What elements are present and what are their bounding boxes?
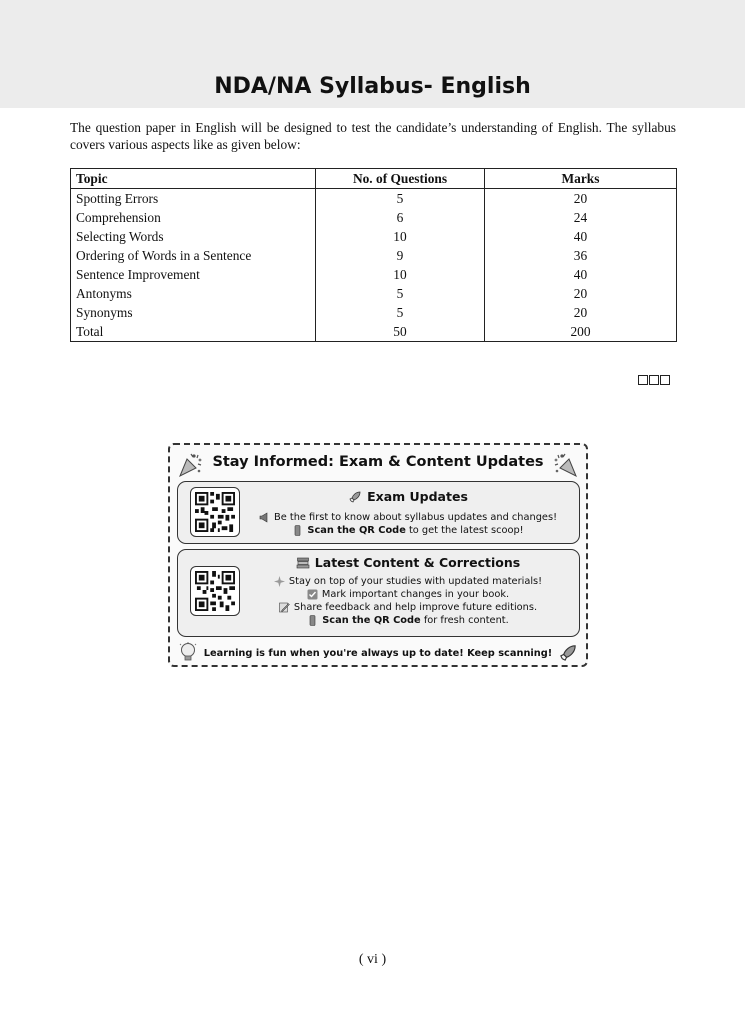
exam-scan-qr-label: Scan the QR Code [307, 525, 406, 536]
latest-content-card [177, 549, 580, 637]
topic-cell: Sentence Improvement [71, 265, 316, 284]
content-scan-qr-label: Scan the QR Code [322, 615, 421, 626]
latest-content-qr-code[interactable] [190, 566, 240, 616]
updates-promo-box [168, 443, 588, 667]
questions-cell: 5 [316, 189, 485, 209]
questions-cell: 50 [316, 322, 485, 342]
checkbox-icon [307, 589, 318, 600]
pencil-icon [279, 602, 290, 613]
exam-updates-line-1: Be the first to know about syllabus updates and changes! [273, 512, 557, 523]
phone-icon [307, 615, 318, 626]
latest-content-line-1: Stay on top of your studies with updated materials! [288, 576, 543, 587]
rocket-icon [558, 643, 578, 663]
qr-code-icon [195, 492, 235, 532]
latest-content-line-2: Mark important changes in your book. [321, 589, 510, 600]
questions-cell: 5 [316, 284, 485, 303]
content-scan-qr-text: for fresh content. [423, 615, 509, 626]
questions-cell: 5 [316, 303, 485, 322]
questions-cell: 9 [316, 246, 485, 265]
column-header-topic: Topic [71, 169, 316, 189]
table-row [71, 208, 677, 227]
topic-cell: Comprehension [71, 208, 316, 227]
table-row [71, 303, 677, 322]
questions-cell: 10 [316, 265, 485, 284]
exam-updates-heading: Exam Updates [367, 489, 468, 504]
table-row [71, 284, 677, 303]
intro-paragraph: The question paper in English will be designed to test the candidate’s understanding of English. The syllabus covers various aspects like as given below: [70, 120, 676, 152]
exam-scan-qr-text: to get the latest scoop! [408, 525, 524, 536]
rocket-icon [348, 490, 362, 504]
latest-content-line-3: Share feedback and help improve future editions. [293, 602, 538, 613]
marks-cell: 200 [485, 322, 677, 342]
questions-cell: 6 [316, 208, 485, 227]
table-row [71, 246, 677, 265]
marks-cell: 36 [485, 246, 677, 265]
sparkle-icon [274, 576, 285, 587]
topic-cell: Selecting Words [71, 227, 316, 246]
topic-cell: Spotting Errors [71, 189, 316, 209]
party-popper-icon [552, 451, 580, 479]
latest-content-heading: Latest Content & Corrections [314, 555, 521, 570]
table-row-total [71, 322, 677, 342]
books-icon [296, 556, 310, 570]
promo-title: Stay Informed: Exam & Content Updates [212, 454, 544, 470]
exam-updates-qr-code[interactable] [190, 487, 240, 537]
topic-cell: Total [71, 322, 316, 342]
marks-cell: 24 [485, 208, 677, 227]
page-number: ( vi ) [358, 952, 387, 967]
marks-cell: 20 [485, 303, 677, 322]
end-marks-icon [638, 375, 670, 385]
marks-cell: 20 [485, 284, 677, 303]
column-header-marks: Marks [485, 169, 677, 189]
page-title: NDA/NA Syllabus- English [214, 74, 531, 99]
table-row [71, 227, 677, 246]
questions-cell: 10 [316, 227, 485, 246]
topic-cell: Ordering of Words in a Sentence [71, 246, 316, 265]
topic-cell: Antonyms [71, 284, 316, 303]
phone-icon [292, 525, 303, 536]
megaphone-icon [259, 512, 270, 523]
marks-cell: 40 [485, 265, 677, 284]
syllabus-table [70, 168, 677, 342]
qr-code-icon [195, 571, 235, 611]
marks-cell: 20 [485, 189, 677, 209]
column-header-questions: No. of Questions [316, 169, 485, 189]
exam-updates-card [177, 481, 580, 544]
table-row [71, 189, 677, 209]
table-header-row [71, 169, 677, 189]
marks-cell: 40 [485, 227, 677, 246]
lightbulb-icon [178, 642, 198, 664]
promo-footer-text: Learning is fun when you're always up to date! Keep scanning! [203, 647, 553, 659]
topic-cell: Synonyms [71, 303, 316, 322]
table-row [71, 265, 677, 284]
